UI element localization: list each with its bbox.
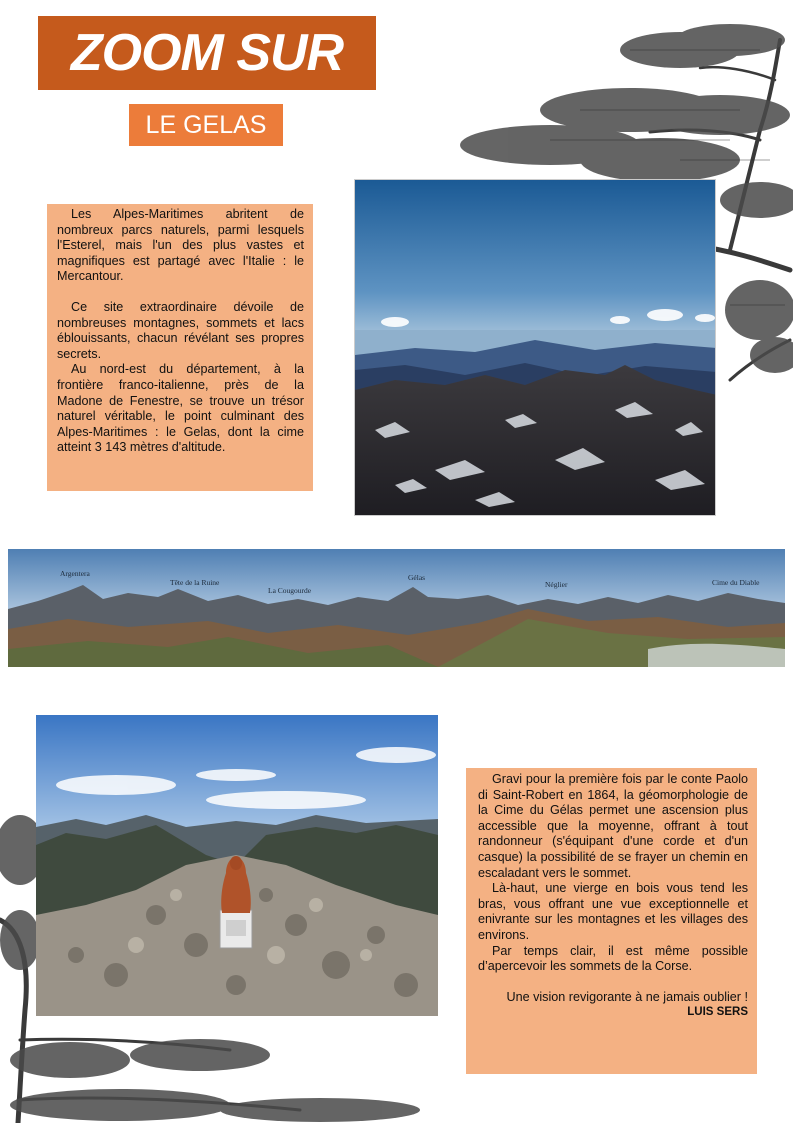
page-title: ZOOM SUR xyxy=(70,24,344,82)
intro-paragraph-1: Les Alpes-Maritimes abritent de nombreux parcs naturels, parmi lesquels l'Esterel, mais l'un des plus vastes et magnifiques est partagé avec l'Italie : le Mercantour. xyxy=(57,207,304,284)
intro-paragraph-2: Ce site extraordinaire dévoile de nombreuses montagnes, sommets et lacs éblouissants, chacun révélant ses propres secrets. xyxy=(57,299,304,361)
peak-label-tete-de-la-ruine: Tête de la Ruine xyxy=(170,578,220,587)
peak-label-la-cougourde: La Cougourde xyxy=(268,586,312,595)
peak-label-neglier: Néglier xyxy=(545,580,568,589)
story-paragraph-3: Par temps clair, il est même possible d’apercevoir les sommets de la Corse. xyxy=(478,943,748,974)
panorama-photo xyxy=(8,549,785,667)
subtitle-banner xyxy=(129,104,283,146)
summit-view-photo xyxy=(354,179,716,516)
intro-paragraph-3: Au nord-est du département, à la frontière franco-italienne, près de la Madone de Fenestre, se trouve un trésor naturel véritable, le point culminant des Alpes-Maritimes : le Gelas, dont la cime atteint 3 143 mètres d'altitude. xyxy=(57,362,304,455)
author-signature: LUIS SERS xyxy=(687,1006,748,1019)
summit-statue-photo xyxy=(36,715,438,1016)
peak-label-gelas: Gélas xyxy=(408,573,426,582)
peak-label-argentera: Argentera xyxy=(60,569,90,578)
title-banner xyxy=(38,16,376,90)
story-textbox xyxy=(466,768,757,1074)
page-subtitle: LE GELAS xyxy=(145,110,267,139)
story-paragraph-2: Là-haut, une vierge en bois vous tend les bras, vous offrant une vue exceptionnelle et enivrante sur les montagnes et les villages des environs. xyxy=(478,881,748,942)
closing-line: Une vision revigorante à ne jamais oublier ! xyxy=(506,989,748,1004)
peak-label-cime-du-diable: Cime du Diable xyxy=(712,578,760,587)
intro-textbox xyxy=(47,204,313,491)
story-paragraph-1: Gravi pour la première fois par le conte Paolo di Saint-Robert en 1864, la géomorphologie de la Cime du Gélas permet une ascension plus accessible que la moyenne, offrant à tout randonneur (s'équipant d'une corde et d'un casque) la possibilité de se frayer un chemin en escaladant vers le sommet. xyxy=(478,772,748,880)
